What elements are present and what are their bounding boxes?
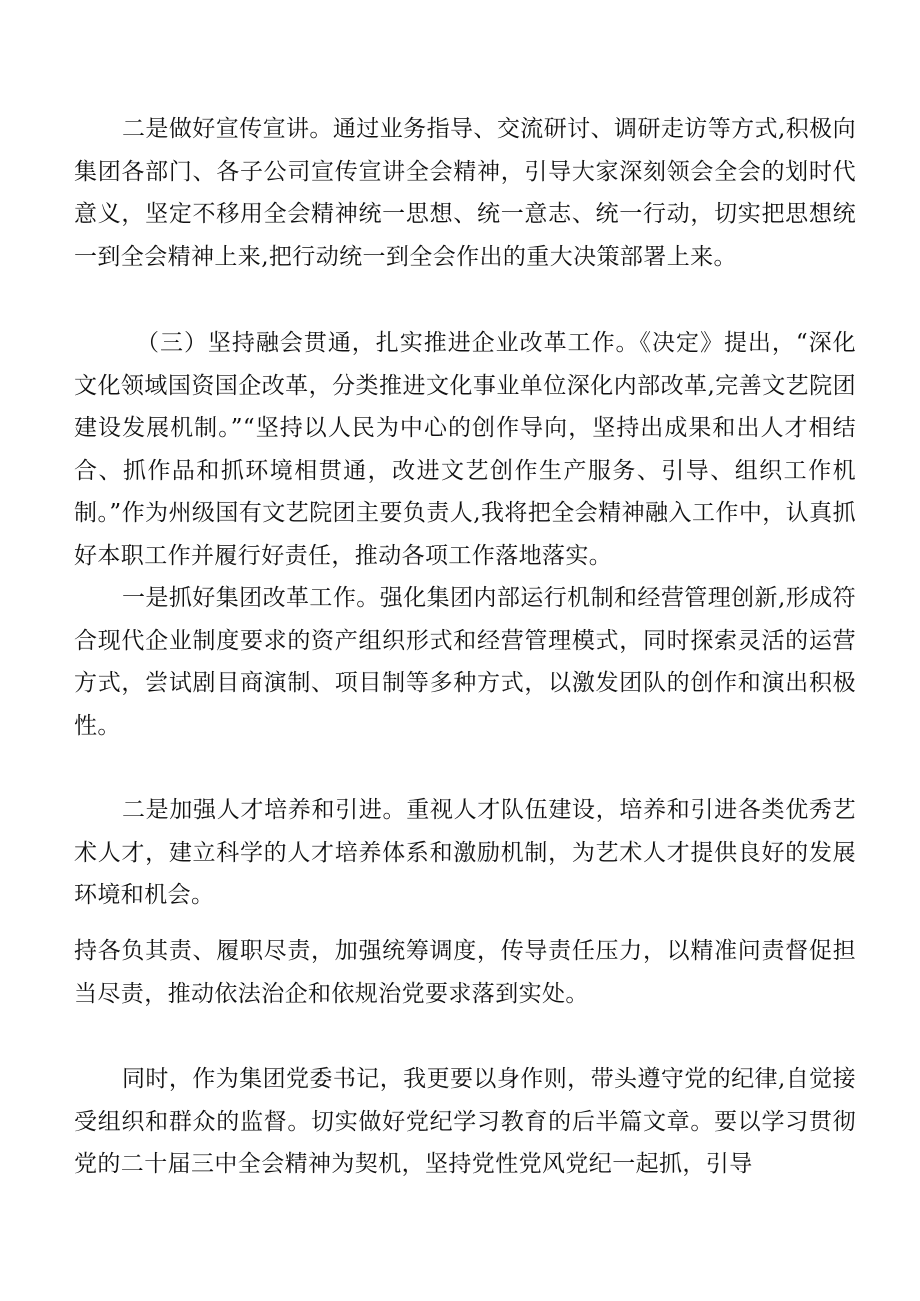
paragraph-responsibility: 持各负其责、履职尽责，加强统筹调度，传导责任压力，以精准问责督促担当尽责，推动依法治企和依规治党要求落到实处。 — [74, 938, 856, 1007]
paragraph-propaganda: 二是做好宣传宣讲。通过业务指导、交流研讨、调研走访等方式,积极向集团各部门、各子公司宣传宣讲全会精神，引导大家深刻领会全会的划时代意义，坚定不移用全会精神统一思想、统一意志、统一行动，切实把思想统一到全会精神上来,把行动统一到全会作出的重大决策部署上来。 — [74, 116, 856, 270]
paragraph-talent: 二是加强人才培养和引进。重视人才队伍建设，培养和引进各类优秀艺术人才，建立科学的人才培养体系和激励机制，为艺术人才提供良好的发展环境和机会。 — [74, 797, 856, 908]
paragraph-group-reform: 一是抓好集团改革工作。强化集团内部运行机制和经营管理创新,形成符合现代企业制度要求的资产组织形式和经营管理模式，同时探索灵活的运营方式，尝试剧目商演制、项目制等多种方式，以激发团队的创作和演出积极性。 — [74, 585, 856, 739]
paragraph-party-secretary: 同时，作为集团党委书记，我更要以身作则，带头遵守党的纪律,自觉接受组织和群众的监督。切实做好党纪学习教育的后半篇文章。要以学习贯彻党的二十届三中全会精神为契机，坚持党性党风党纪一起抓，引导 — [74, 1066, 856, 1177]
paragraph-reform-section-heading: （三）坚持融会贯通，扎实推进企业改革工作。《决定》提出，“深化文化领域国资国企改革，分类推进文化事业单位深化内部改革,完善文艺院团建设发展机制。”“坚持以人民为中心的创作导向，坚持出成果和出人才相结合、抓作品和抓环境相贯通，改进文艺创作生产服务、引导、组织工作机制。”作为州级国有文艺院团主要负责人,我将把全会精神融入工作中，认真抓好本职工作并履行好责任，推动各项工作落地落实。 — [74, 330, 856, 569]
